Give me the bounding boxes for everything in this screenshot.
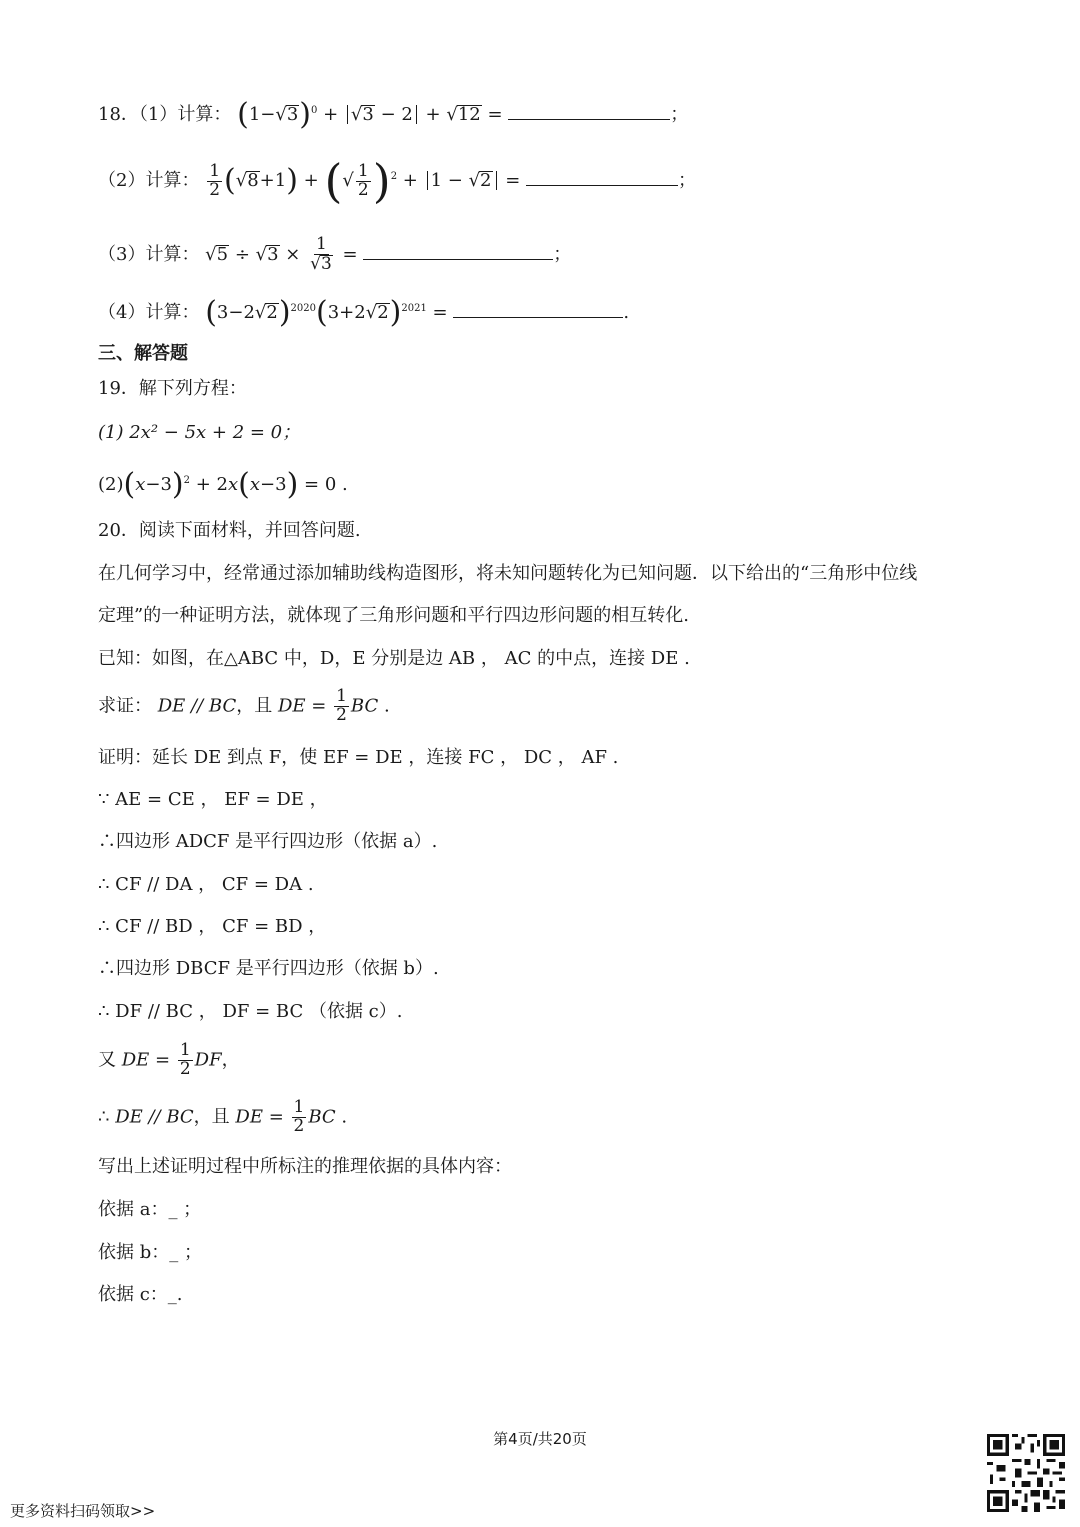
- section-heading: 三、解答题: [98, 343, 188, 364]
- page-number: 第4页/共20页: [493, 1430, 587, 1448]
- q20-intro-line2: 定理”的一种证明方法，就体现了三角形问题和平行四边形问题的相互转化.: [98, 605, 689, 626]
- q19-part1: (1) 2x² − 5x + 2 = 0；: [98, 422, 301, 443]
- q18-part1-label: 18．（1）计算：: [98, 104, 232, 125]
- q20-proof-line1: 证明：延长 DE 到点 F，使 EF = DE ，连接 FC ， DC ， AF .: [98, 747, 619, 768]
- q20-given: 已知：如图，在△ABC 中，D，E 分别是边 AB ， AC 的中点，连接 DE .: [98, 648, 690, 669]
- q19-part2: $(2)(x-3)^2 + 2x(x-3) = 0$ .: [98, 467, 348, 502]
- q20-proof-line7: ∴ DF // BC ， DF = BC （依据 c）.: [98, 1001, 403, 1022]
- basis-a: 依据 a：_ ；: [98, 1199, 202, 1220]
- q20-proof-line3: ∴四边形 ADCF 是平行四边形（依据 a）.: [98, 831, 438, 852]
- q20-proof-line8: 又 DE = $\frac{1}{2}$ DF，: [98, 1040, 240, 1079]
- answer-blank: [453, 317, 623, 318]
- qr-code-icon: [987, 1434, 1065, 1512]
- q18-part3-label: （3）计算：: [98, 243, 200, 265]
- q18-part2-label: （2）计算：: [98, 170, 200, 191]
- q18-part3: （3）计算： √5 ÷ √3 × $\frac{1}{√3}$ = ；: [98, 234, 572, 274]
- more-resources-link[interactable]: 更多资料扫码领取>>: [10, 1502, 156, 1520]
- q20-title: 20．阅读下面材料，并回答问题.: [98, 520, 361, 541]
- q18-part4-label: （4）计算：: [98, 302, 200, 323]
- q18-part1: 18．（1）计算： $(1-√3)^0 + √3 - 2 + √12$ = ；: [98, 97, 689, 132]
- q20-intro-line1: 在几何学习中，经常通过添加辅助线构造图形，将未知问题转化为已知问题．以下给出的“三角形中位线: [98, 563, 918, 584]
- q18-part2: （2）计算： $\frac{1}{2}$ (√8+1) + (√ $\frac{1}{2}$ )$^2$ + 1 − √2 = ；: [98, 154, 697, 208]
- answer-blank: [363, 259, 553, 260]
- q18-part4: （4）计算： $(3-2√2)^{2020}(3+2√2)^{2021}$ = .: [98, 295, 630, 330]
- q20-conclusion: ∴ DE // BC，且 DE = $\frac{1}{2}$ BC .: [98, 1097, 348, 1136]
- basis-b: 依据 b：_ ；: [98, 1242, 202, 1263]
- answer-blank: [526, 185, 678, 186]
- q20-instruction: 写出上述证明过程中所标注的推理依据的具体内容：: [98, 1156, 512, 1177]
- q20-proof-line6: ∴四边形 DBCF 是平行四边形（依据 b）.: [98, 958, 439, 979]
- q19-title: 19．解下列方程：: [98, 378, 247, 399]
- q20-proof-line5: ∴ CF // BD ， CF = BD ，: [98, 916, 327, 937]
- q20-proof-line2: ∵ AE = CE ， EF = DE ，: [98, 789, 328, 810]
- q20-proof-line4: ∴ CF // DA ， CF = DA .: [98, 874, 314, 895]
- answer-blank: [508, 119, 670, 120]
- q20-to-prove: 求证： DE // BC，且 DE = $\frac{1}{2}$ BC .: [98, 686, 390, 725]
- basis-c: 依据 c：_.: [98, 1284, 183, 1305]
